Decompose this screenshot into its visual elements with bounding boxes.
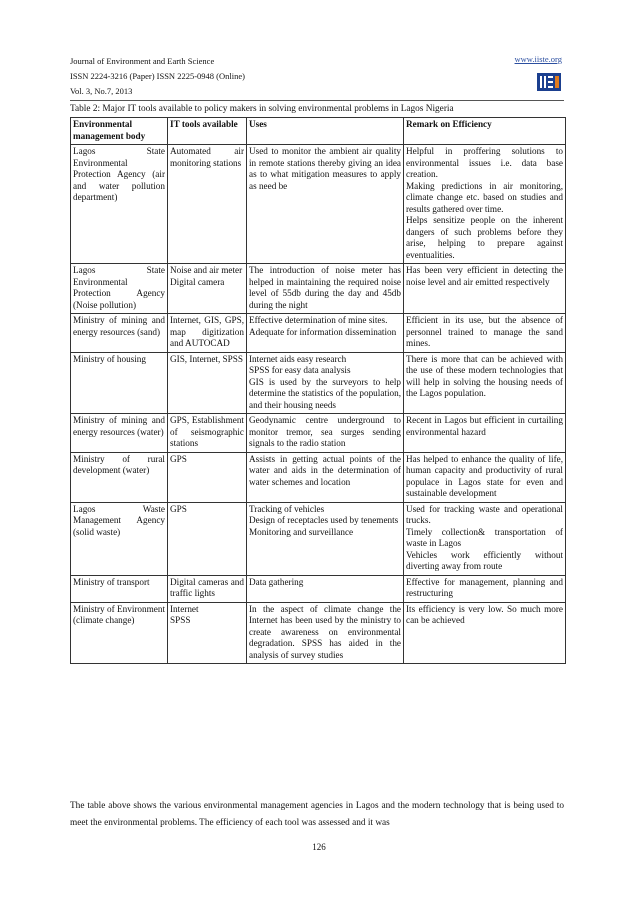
cell-remark-line: Has been very efficient in detecting the noise level and air emitted respectively — [406, 265, 563, 287]
cell-remark-line: Effective for management, planning and restructuring — [406, 576, 563, 598]
cell-tools-line: Automated air monitoring stations — [170, 146, 244, 168]
cell-remark-line: Helpful in proffering solutions to environmental issues i.e. data base creation. — [406, 146, 563, 179]
header-management-body: Environmental management body — [71, 118, 168, 145]
table-row — [71, 452, 566, 502]
cell-uses-line: In the aspect of climate change the Internet has been used by the ministry to create awareness on environmental degradation. SPSS has aided in the analysis of survey studies — [249, 603, 401, 660]
body-paragraph: The table above shows the various environmental management agencies in Lagos and the modern technology that is being used to meet the environmental problems. The efficiency of each tool was assessed and it was — [70, 801, 564, 828]
cell-tools — [168, 575, 247, 602]
journal-title: Journal of Environment and Earth Science — [70, 56, 215, 66]
cell-management-body: Ministry of transport — [71, 575, 168, 602]
cell-uses-line: Used to monitor the ambient air quality in remote stations thereby giving an idea as to what mitigation measures to apply as need be — [249, 146, 401, 191]
cell-tools — [168, 314, 247, 353]
iiste-logo — [536, 70, 562, 94]
cell-remark-line: Used for tracking waste and operational trucks. — [406, 503, 563, 525]
table-row — [71, 145, 566, 264]
cell-remark-line: Vehicles work efficiently without diverting away from route — [406, 549, 563, 571]
cell-remark — [404, 264, 566, 314]
cell-uses-line: Monitoring and surveillance — [249, 526, 354, 537]
cell-remark — [404, 602, 566, 664]
table-row — [71, 314, 566, 353]
cell-tools-line: SPSS — [170, 615, 191, 625]
cell-remark-line: There is more that can be achieved with the use of these modern technologies that will help in solving the housing needs of the Lagos population. — [406, 353, 563, 398]
cell-tools — [168, 414, 247, 453]
cell-remark — [404, 452, 566, 502]
cell-management-body: Ministry of Environment (climate change) — [71, 602, 168, 664]
cell-uses — [247, 575, 404, 602]
cell-tools-line: Noise and air meter — [170, 265, 243, 275]
cell-uses-line: SPSS for easy data analysis — [249, 365, 351, 375]
cell-management-body: Ministry of mining and energy resources (sand) — [71, 314, 168, 353]
cell-uses-line: The introduction of noise meter has helped in maintaining the required noise level of 55db during the day and 45db during the night — [249, 265, 401, 310]
cell-remark — [404, 414, 566, 453]
cell-uses — [247, 502, 404, 575]
cell-uses — [247, 314, 404, 353]
table-row — [71, 502, 566, 575]
cell-uses — [247, 452, 404, 502]
cell-uses-line: Assists in getting actual points of the water and aids in the determination of water schemes and location — [249, 453, 401, 487]
header-rule — [70, 100, 564, 101]
cell-remark — [404, 502, 566, 575]
journal-url-link[interactable]: www.iiste.org — [514, 54, 562, 64]
cell-remark — [404, 575, 566, 602]
cell-tools-line: GPS — [170, 453, 187, 464]
journal-volume: Vol. 3, No.7, 2013 — [70, 86, 133, 96]
cell-uses-line: Geodynamic centre underground to monitor tremor, sea surges sending signals to the radio station — [249, 415, 401, 448]
cell-uses — [247, 264, 404, 314]
cell-uses-line: Tracking of vehicles — [249, 503, 325, 514]
page-number: 126 — [312, 842, 326, 852]
cell-uses-line: Internet aids easy research — [249, 353, 347, 364]
table-row — [71, 352, 566, 414]
cell-management-body: Lagos State Environmental Protection Agency (Noise pollution) — [71, 264, 168, 314]
table-row — [71, 602, 566, 664]
cell-uses-line: Design of receptacles used by tenements — [249, 515, 399, 525]
cell-management-body: Lagos State Environmental Protection Agency (air and water pollution department) — [71, 145, 168, 264]
cell-remark-line: Helps sensitize people on the inherent dangers of such problems before they arise, helping to prepare against eventualities. — [406, 215, 563, 260]
journal-header — [70, 54, 570, 99]
cell-tools — [168, 602, 247, 664]
table-row — [71, 575, 566, 602]
journal-issn: ISSN 2224-3216 (Paper) ISSN 2225-0948 (Online) — [70, 71, 245, 81]
cell-uses — [247, 352, 404, 414]
cell-remark-line: Has helped to enhance the quality of life, human capacity and productivity of rural populace in Lagos state for even and sustainable development — [406, 453, 563, 498]
cell-tools-line: Digital camera — [170, 276, 225, 287]
cell-uses — [247, 414, 404, 453]
header-uses: Uses — [247, 118, 404, 145]
table-header-row — [71, 118, 566, 145]
cell-uses-line: Adequate for information dissemination — [249, 326, 397, 337]
cell-tools — [168, 452, 247, 502]
cell-remark-line: Its efficiency is very low. So much more can be achieved — [406, 603, 563, 625]
cell-tools — [168, 145, 247, 264]
cell-remark-line: Making predictions in air monitoring, climate change etc. based on studies and results gathered over time. — [406, 180, 563, 214]
cell-management-body: Lagos Waste Management Agency (solid waste) — [71, 502, 168, 575]
cell-uses-line: GIS is used by the surveyors to help determine the statistics of the population, and their housing needs — [249, 376, 401, 410]
it-tools-table — [70, 117, 566, 664]
table-caption: Table 2: Major IT tools available to policy makers in solving environmental problems in Lagos Nigeria — [70, 104, 454, 114]
cell-uses-line: Data gathering — [249, 576, 304, 587]
cell-remark-line: Timely collection& transportation of waste in Lagos — [406, 526, 563, 548]
cell-tools-line: GPS, Establishment of seismographic stations — [170, 415, 244, 448]
cell-uses-line: Effective determination of mine sites. — [249, 315, 388, 325]
cell-tools-line: Internet, GIS, GPS, map digitization and AUTOCAD — [170, 315, 244, 348]
cell-remark-line: Efficient in its use, but the absence of personnel trained to manage the sand mines. — [406, 315, 563, 348]
cell-tools-line: GIS, Internet, SPSS — [170, 353, 243, 364]
cell-tools — [168, 352, 247, 414]
cell-management-body: Ministry of rural development (water) — [71, 452, 168, 502]
cell-uses — [247, 602, 404, 664]
cell-tools-line: GPS — [170, 503, 187, 514]
header-remark: Remark on Efficiency — [404, 118, 566, 145]
table-row — [71, 414, 566, 453]
cell-tools-line: Digital cameras and traffic lights — [170, 576, 244, 598]
cell-remark-line: Recent in Lagos but efficient in curtailing environmental hazard — [406, 415, 563, 437]
cell-tools-line: Internet — [170, 603, 199, 614]
cell-remark — [404, 145, 566, 264]
header-it-tools: IT tools available — [168, 118, 247, 145]
table-row — [71, 264, 566, 314]
cell-remark — [404, 314, 566, 353]
cell-remark — [404, 352, 566, 414]
cell-uses — [247, 145, 404, 264]
cell-tools — [168, 502, 247, 575]
cell-management-body: Ministry of housing — [71, 352, 168, 414]
cell-tools — [168, 264, 247, 314]
cell-management-body: Ministry of mining and energy resources (water) — [71, 414, 168, 453]
